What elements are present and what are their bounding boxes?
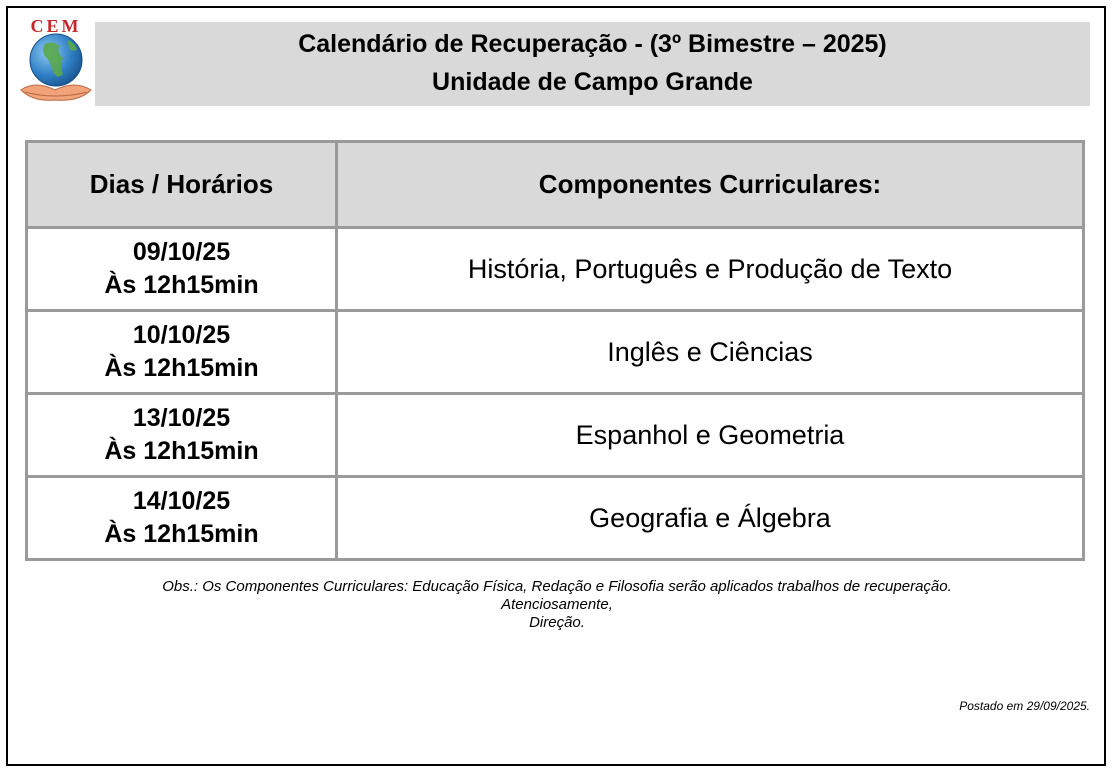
table-row	[27, 228, 1084, 311]
subjects-cell: Geografia e Álgebra	[337, 477, 1084, 560]
table-row	[27, 394, 1084, 477]
date-text: 14/10/25	[132, 487, 231, 515]
posted-date: Postado em 29/09/2025.	[959, 699, 1090, 713]
schedule-table	[25, 140, 1085, 561]
time-text: Às 12h15min	[104, 437, 259, 465]
time-text: Às 12h15min	[104, 520, 259, 548]
day-cell	[27, 477, 337, 560]
title-line-1: Calendário de Recuperação - (3º Bimestre – 2025)	[298, 30, 887, 58]
title-banner	[95, 22, 1090, 106]
cem-logo	[17, 10, 95, 110]
table-row	[27, 311, 1084, 394]
title-line-2: Unidade de Campo Grande	[432, 68, 753, 96]
date-text: 13/10/25	[132, 404, 231, 432]
obs-text: Obs.: Os Componentes Curriculares: Educação Física, Redação e Filosofia serão aplicados trabalhos de recuperação.	[162, 578, 952, 595]
signature-text: Direção.	[529, 614, 585, 631]
closing-text: Atenciosamente,	[501, 596, 613, 613]
time-text: Às 12h15min	[104, 271, 259, 299]
day-cell	[27, 228, 337, 311]
logo-text: CEM	[30, 16, 82, 36]
observation-note	[20, 578, 1094, 632]
header-components: Componentes Curriculares:	[337, 142, 1084, 228]
day-cell	[27, 394, 337, 477]
date-text: 09/10/25	[132, 238, 231, 266]
date-text: 10/10/25	[132, 321, 231, 349]
subjects-cell: Espanhol e Geometria	[337, 394, 1084, 477]
table-header-row	[27, 142, 1084, 228]
subjects-cell: Inglês e Ciências	[337, 311, 1084, 394]
time-text: Às 12h15min	[104, 354, 259, 382]
table-row	[27, 477, 1084, 560]
subjects-cell: História, Português e Produção de Texto	[337, 228, 1084, 311]
header-days: Dias / Horários	[27, 142, 337, 228]
day-cell	[27, 311, 337, 394]
